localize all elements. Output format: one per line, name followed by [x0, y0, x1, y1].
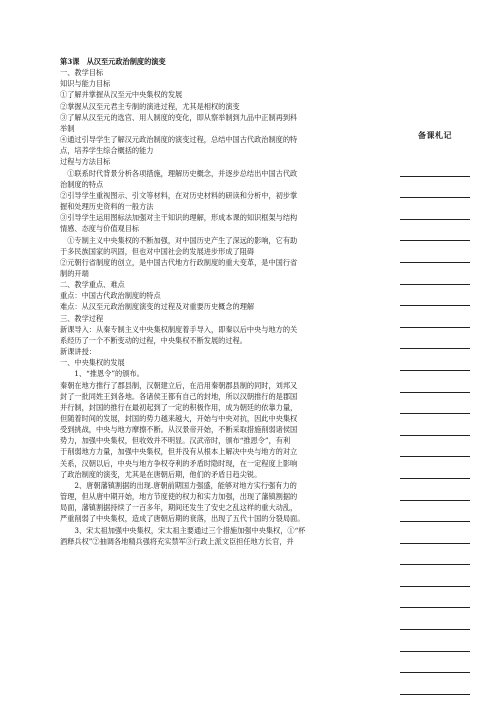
note-rule — [400, 263, 470, 285]
text-line: 新课讲授： — [60, 347, 96, 357]
note-rule — [400, 479, 470, 501]
lesson-plan-text — [60, 56, 396, 547]
note-rule — [400, 457, 470, 479]
text-line: 知识与能力目标 — [60, 79, 111, 89]
text-line: 新课导入：从秦专制主义中央集权制度着手导入，即秦以后中央与地方的关 — [60, 324, 298, 334]
text-line: 1、“推恩令”的颁布。 — [60, 369, 144, 379]
note-rule — [400, 285, 470, 307]
text-line: ③了解从汉至元的选官、用人制度的变化，即从察举制到九品中正制再到科 — [60, 112, 298, 122]
text-line: 治制度的特点 — [60, 179, 104, 189]
note-rule — [400, 328, 470, 350]
note-rule — [400, 501, 470, 523]
text-line: 局面，藩镇割据持续了一百多年，期间还发生了安史之乱这样的重大动乱， — [60, 503, 298, 513]
note-rule — [400, 565, 470, 587]
text-line: 举制 — [60, 123, 75, 133]
text-line: 封了一批同姓王到各地。各诸侯王都有自己的封地，所以汉朝推行的是郡国 — [60, 391, 298, 401]
text-line: ①了解并掌握从汉至元中央集权的发展 — [60, 90, 183, 100]
text-line: 于削弱地方力量，加强中央集权，但并没有从根本上解决中央与地方的对立 — [60, 447, 298, 457]
text-line: ②掌握从汉至元君主专制的演进过程，尤其是相权的演变 — [60, 101, 240, 111]
text-line: 三、教学过程 — [60, 313, 104, 323]
notes-sidebar — [400, 130, 470, 695]
note-rule — [400, 306, 470, 328]
note-rule — [400, 155, 470, 177]
note-rule — [400, 522, 470, 544]
text-line: 一、教学目标 — [60, 68, 104, 78]
note-rule — [400, 630, 470, 652]
note-lines — [400, 155, 470, 695]
note-rule — [400, 198, 470, 220]
note-rule — [400, 220, 470, 242]
text-line: ①联系时代背景分析各项措施，理解历史概念，并逐步总结出中国古代政 — [60, 168, 298, 178]
note-rule — [400, 587, 470, 609]
text-line: 关系，汉朝以后，中央与地方争权夺利的矛盾时隐时现，在一定程度上影响 — [60, 458, 298, 468]
text-line: 过程与方法目标 — [60, 157, 111, 167]
text-line: 但随着时间的发展，封国的势力越来越大，开始与中央对抗，因此中央集权 — [60, 414, 298, 423]
note-rule — [400, 349, 470, 371]
text-line: 并行制，封国的推行在最初起到了一定的积极作用，成为朝廷的依靠力量， — [60, 402, 298, 412]
note-rule — [400, 177, 470, 199]
note-rule — [400, 544, 470, 566]
text-line: 难点：从汉至元政治制度演变的过程及对重要历史概念的理解 — [60, 302, 255, 312]
text-line: 系经历了一个不断变动的过程，中央集权不断发展的过程。 — [60, 335, 247, 345]
lesson-title: 第3课 从汉至元政治制度的演变 — [60, 57, 166, 66]
text-line: 重点：中国古代政治制度的特点 — [60, 291, 161, 301]
text-line: 制的开端 — [60, 268, 89, 278]
note-rule — [400, 652, 470, 674]
text-line: 情感、态度与价值观目标 — [60, 224, 140, 234]
note-rule — [400, 393, 470, 415]
text-line: 了政治制度的演变，尤其是在唐朝后期，他们的矛盾日趋尖锐。 — [60, 469, 262, 479]
text-line: 二、教学重点、难点 — [60, 280, 125, 290]
text-line: ②引导学生重视图示、引文等材料，在对历史材料的研读和分析中，初步掌 — [60, 190, 298, 200]
text-line: ③引导学生运用图标法加强对主干知识的理解，形成本课的知识框架与结构 — [60, 213, 298, 223]
note-rule — [400, 241, 470, 263]
text-line: 点，培养学生综合概括的能力 — [60, 146, 154, 156]
text-line: 受到挑战，中央与地方摩擦不断。从汉景帝开始，不断采取措施削弱诸侯国 — [60, 425, 298, 435]
text-line: 握和处理历史资料的一般方法 — [60, 202, 154, 212]
text-line: 严重削弱了中央集权，造成了唐朝后期的衰落，出现了五代十国的分裂局面。 — [60, 514, 305, 524]
note-rule — [400, 436, 470, 458]
note-rule — [400, 414, 470, 436]
note-rule — [400, 673, 470, 695]
text-line: 3、宋太祖加强中央集权，宋太祖主要通过三个措施加强中央集权，①“杯 — [60, 525, 306, 535]
text-line: 2、唐朝藩镇割据的出现.唐朝前期国力强盛，能够对地方实行强有力的 — [60, 480, 297, 490]
notes-title: 备课札记 — [418, 131, 452, 140]
text-line: 于多民族国家的巩固，但也对中国社会的发展进步形成了阻碍 — [60, 246, 255, 256]
text-line: ①专制主义中央集权的不断加强，对中国历史产生了深远的影响，它有助 — [60, 235, 298, 245]
text-line: 势力，加强中央集权，但收效并不明显。汉武帝时，颁布“推恩令”，有利 — [60, 436, 291, 446]
note-rule — [400, 371, 470, 393]
text-line: 一、中央集权的发展 — [60, 358, 125, 368]
text-line: ②元朝行省制度的创立，是中国古代地方行政制度的重大变革，是中国行省 — [60, 257, 298, 267]
text-line: 秦朝在地方推行了郡县制，汉朝建立后，在沿用秦朝郡县制的同时，刘邦又 — [60, 380, 298, 390]
text-line: 管理，但从唐中期开始，地方节度使的权力和实力加强，出现了藩镇割据的 — [60, 492, 298, 502]
text-line: 酒释兵权”②抽调各地精兵强将充实禁军③行政上派文臣担任地方长官，并 — [60, 536, 294, 546]
text-line: ④通过引导学生了解汉元政治制度的演变过程，总结中国古代政治制度的特 — [60, 135, 298, 145]
note-rule — [400, 608, 470, 630]
